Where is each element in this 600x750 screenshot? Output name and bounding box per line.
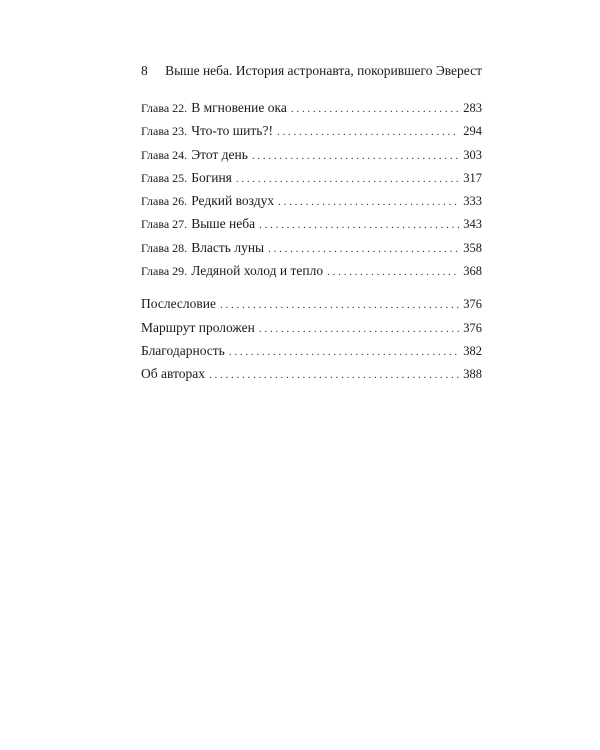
page-number: 317 [463,170,482,185]
dot-leader [268,238,459,261]
chapter-title: Этот день [191,146,248,162]
dot-leader [252,145,459,168]
running-head [141,62,482,80]
dot-leader [277,121,459,144]
toc-entry-chapter-29[interactable] [141,259,482,282]
chapter-title: Власть луны [191,239,265,255]
chapter-prefix: Глава 27. [141,217,188,232]
page-number: 294 [463,124,482,139]
toc-entry-chapter-24[interactable] [141,143,482,166]
entry-title: Об авторах [141,366,205,382]
dot-leader [278,191,459,214]
chapter-title: Что-то шить?! [191,123,273,139]
chapter-prefix: Глава 28. [141,240,188,255]
toc-entry-chapter-27[interactable] [141,212,482,235]
page-number: 303 [463,147,482,162]
dot-leader [220,294,459,317]
page-number: 368 [463,264,482,279]
dot-leader [291,98,459,121]
dot-leader [229,341,459,364]
toc-entry-chapter-28[interactable] [141,236,482,259]
toc-entry-chapter-26[interactable] [141,189,482,212]
toc-entry-afterword[interactable] [141,292,482,315]
dot-leader [259,214,459,237]
toc-entry-chapter-22[interactable] [141,96,482,119]
chapter-title: Редкий воздух [191,193,275,209]
entry-title: Благодарность [141,342,225,358]
toc-entry-route-laid[interactable] [141,316,482,339]
header-book-title: Выше неба. История астронавта, покорившего Эверест [165,63,482,78]
dot-leader [259,318,459,341]
chapter-title: В мгновение ока [191,100,287,115]
page-number: 358 [463,240,482,255]
toc-entry-chapter-25[interactable] [141,166,482,189]
header-page-number: 8 [141,63,148,78]
toc-entry-about-authors[interactable] [141,362,482,385]
chapter-prefix: Глава 29. [141,264,188,279]
table-of-contents [141,96,482,386]
chapter-prefix: Глава 22. [141,101,188,115]
chapter-prefix: Глава 24. [141,147,188,162]
page-number: 283 [463,101,482,115]
page-number: 382 [463,343,482,358]
entry-title: Маршрут проложен [141,319,255,335]
chapter-prefix: Глава 25. [141,170,188,185]
page-number: 376 [463,320,482,335]
chapter-title: Богиня [191,169,232,185]
page-number: 376 [463,297,482,312]
dot-leader [209,364,459,387]
dot-leader [236,168,459,191]
chapter-title: Ледяной холод и тепло [191,263,324,279]
toc-entry-acknowledgments[interactable] [141,339,482,362]
entry-title: Послесловие [141,296,216,312]
chapter-title: Выше неба [191,216,256,232]
toc-entry-chapter-23[interactable] [141,119,482,142]
page-number: 333 [463,194,482,209]
chapter-prefix: Глава 26. [141,194,188,209]
page-number: 388 [463,367,482,382]
page-number: 343 [463,217,482,232]
dot-leader [327,261,459,284]
chapter-prefix: Глава 23. [141,124,188,139]
